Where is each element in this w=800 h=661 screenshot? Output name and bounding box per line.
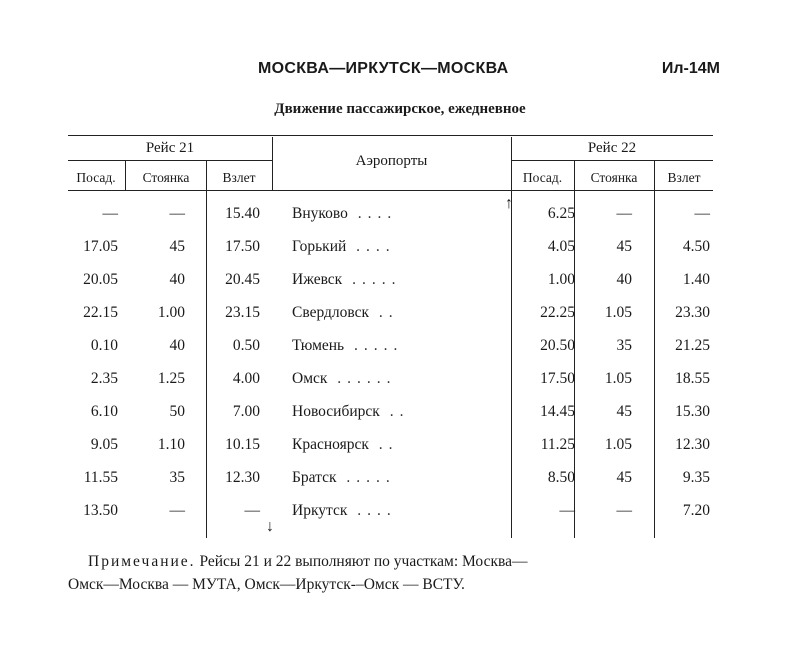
group-rule-left bbox=[68, 160, 272, 161]
table-cell-f21-arr: 22.15 bbox=[83, 304, 118, 321]
table-cell-f21-stop: — bbox=[169, 502, 185, 519]
table-cell-f21-stop: 40 bbox=[169, 271, 185, 288]
leader-dots: ..... bbox=[342, 271, 402, 288]
leader-dots: .... bbox=[346, 238, 396, 255]
flight-21-header: Рейс 21 bbox=[145, 140, 195, 156]
table-cell-f22-arr: 6.25 bbox=[547, 205, 575, 222]
airport-name: Иркутск bbox=[292, 502, 348, 519]
table-cell-f21-stop: — bbox=[169, 205, 185, 222]
table-cell-f21-dep: 17.50 bbox=[225, 238, 260, 255]
table-row-airport bbox=[292, 238, 396, 256]
table-row-airport bbox=[292, 502, 397, 520]
route-title: МОСКВА—ИРКУТСК—МОСКВА bbox=[258, 60, 509, 77]
arrow-down-icon: ↓ bbox=[266, 518, 274, 535]
table-cell-f21-dep: 0.50 bbox=[232, 337, 260, 354]
table-cell-f22-arr: 17.50 bbox=[540, 370, 575, 387]
table-cell-f22-dep: 15.30 bbox=[675, 403, 710, 420]
leader-dots: .... bbox=[347, 502, 397, 519]
group-rule-right bbox=[511, 160, 713, 161]
airport-name: Свердловск bbox=[292, 304, 370, 321]
table-row-airport bbox=[292, 271, 401, 289]
table-cell-f22-dep: 4.50 bbox=[682, 238, 710, 255]
table-cell-f21-dep: 10.15 bbox=[225, 436, 260, 453]
table-cell-f22-dep: 23.30 bbox=[675, 304, 710, 321]
table-cell-f21-arr: 17.05 bbox=[83, 238, 118, 255]
table-cell-f21-stop: 35 bbox=[169, 469, 185, 486]
table-cell-f21-arr: 20.05 bbox=[83, 271, 118, 288]
airport-name: Внуково bbox=[292, 205, 348, 222]
flight-22-header: Рейс 22 bbox=[587, 140, 637, 156]
airport-name: Омск bbox=[292, 370, 328, 387]
table-cell-f21-dep: 23.15 bbox=[225, 304, 260, 321]
table-cell-f22-stop: — bbox=[616, 502, 632, 519]
table-cell-f22-stop: 45 bbox=[616, 238, 632, 255]
table-top-rule bbox=[68, 135, 713, 136]
footnote-line1: Рейсы 21 и 22 выполняют по участкам: Москва— bbox=[199, 553, 528, 570]
table-row-airport bbox=[292, 436, 399, 454]
table-cell-f22-arr: 20.50 bbox=[540, 337, 575, 354]
col-header-departure-22: Взлет bbox=[667, 170, 701, 185]
leader-dots: .. bbox=[379, 403, 410, 420]
table-cell-f22-arr: 8.50 bbox=[547, 469, 575, 486]
table-row-airport bbox=[292, 205, 397, 223]
airport-name: Братск bbox=[292, 469, 337, 486]
table-cell-f21-stop: 50 bbox=[169, 403, 185, 420]
table-cell-f22-stop: — bbox=[616, 205, 632, 222]
table-cell-f22-stop: 45 bbox=[616, 469, 632, 486]
table-cell-f21-stop: 45 bbox=[169, 238, 185, 255]
airport-name: Тюмень bbox=[292, 337, 345, 354]
table-cell-f22-dep: 18.55 bbox=[675, 370, 710, 387]
table-cell-f22-stop: 1.05 bbox=[604, 304, 632, 321]
table-cell-f22-arr: 11.25 bbox=[540, 436, 575, 453]
table-cell-f22-arr: 14.45 bbox=[540, 403, 575, 420]
table-cell-f21-stop: 1.25 bbox=[157, 370, 185, 387]
table-cell-f22-dep: 1.40 bbox=[682, 271, 710, 288]
table-cell-f21-arr: 9.05 bbox=[90, 436, 118, 453]
leader-dots: .. bbox=[369, 304, 399, 321]
col-header-stop-21: Стоянка bbox=[142, 170, 190, 185]
table-cell-f22-stop: 1.05 bbox=[604, 436, 632, 453]
col-header-arrival-22: Посад. bbox=[522, 170, 563, 185]
table-cell-f21-arr: 13.50 bbox=[83, 502, 118, 519]
table-cell-f21-dep: 7.00 bbox=[232, 403, 260, 420]
table-cell-f21-arr: 0.10 bbox=[90, 337, 118, 354]
table-row-airport bbox=[292, 370, 397, 388]
leader-dots: ...... bbox=[327, 370, 397, 387]
schedule-subtitle-text: Движение пассажирское, ежедневное bbox=[274, 101, 526, 117]
table-cell-f22-arr: 22.25 bbox=[540, 304, 575, 321]
leader-dots: .. bbox=[368, 436, 399, 453]
table-row-airport bbox=[292, 403, 409, 421]
table-cell-f22-stop: 1.05 bbox=[604, 370, 632, 387]
footnote-label: Примечание. bbox=[88, 553, 196, 570]
footnote bbox=[68, 550, 718, 596]
table-cell-f22-dep: 7.20 bbox=[682, 502, 710, 519]
table-cell-f22-dep: 12.30 bbox=[675, 436, 710, 453]
leader-dots: .... bbox=[347, 205, 398, 222]
table-cell-f22-stop: 40 bbox=[616, 271, 632, 288]
header-bottom-rule bbox=[68, 190, 713, 191]
leader-dots: ..... bbox=[336, 469, 396, 486]
table-cell-f21-dep: 4.00 bbox=[232, 370, 260, 387]
table-cell-f22-dep: 21.25 bbox=[675, 337, 710, 354]
table-row-airport bbox=[292, 304, 399, 322]
footnote-line2: Омск—Москва — МУТА, Омск—Иркутск-–Омск — ВСТУ. bbox=[68, 576, 465, 593]
table-cell-f21-arr: 6.10 bbox=[90, 403, 118, 420]
table-cell-f21-arr: 11.55 bbox=[83, 469, 118, 486]
arrow-up-icon: ↑ bbox=[505, 195, 513, 212]
table-cell-f22-stop: 35 bbox=[616, 337, 632, 354]
airport-name: Горький bbox=[292, 238, 347, 255]
table-cell-f21-dep: — bbox=[244, 502, 260, 519]
table-cell-f22-arr: 1.00 bbox=[547, 271, 575, 288]
table-cell-f21-stop: 40 bbox=[169, 337, 185, 354]
table-cell-f22-dep: — bbox=[694, 205, 710, 222]
table-row-airport bbox=[292, 337, 403, 355]
table-cell-f22-dep: 9.35 bbox=[682, 469, 710, 486]
table-cell-f21-arr: 2.35 bbox=[90, 370, 118, 387]
aircraft-type: Ил-14М bbox=[661, 60, 720, 77]
table-cell-f21-stop: 1.10 bbox=[157, 436, 185, 453]
table-row-airport bbox=[292, 469, 396, 487]
airports-header: Аэропорты bbox=[355, 153, 428, 169]
table-cell-f21-arr: — bbox=[102, 205, 118, 222]
col-header-stop-22: Стоянка bbox=[590, 170, 638, 185]
table-cell-f22-arr: — bbox=[559, 502, 575, 519]
schedule-subtitle bbox=[0, 101, 800, 118]
leader-dots: ..... bbox=[344, 337, 404, 354]
airport-name: Красноярск bbox=[292, 436, 369, 453]
col-header-departure-21: Взлет bbox=[222, 170, 256, 185]
airport-name: Новосибирск bbox=[292, 403, 380, 420]
table-cell-f22-stop: 45 bbox=[616, 403, 632, 420]
table-cell-f21-stop: 1.00 bbox=[157, 304, 185, 321]
col-header-arrival-21: Посад. bbox=[76, 170, 116, 185]
table-cell-f21-dep: 20.45 bbox=[225, 271, 260, 288]
table-cell-f22-arr: 4.05 bbox=[547, 238, 575, 255]
airport-name: Ижевск bbox=[292, 271, 343, 288]
table-cell-f21-dep: 15.40 bbox=[225, 205, 260, 222]
table-cell-f21-dep: 12.30 bbox=[225, 469, 260, 486]
